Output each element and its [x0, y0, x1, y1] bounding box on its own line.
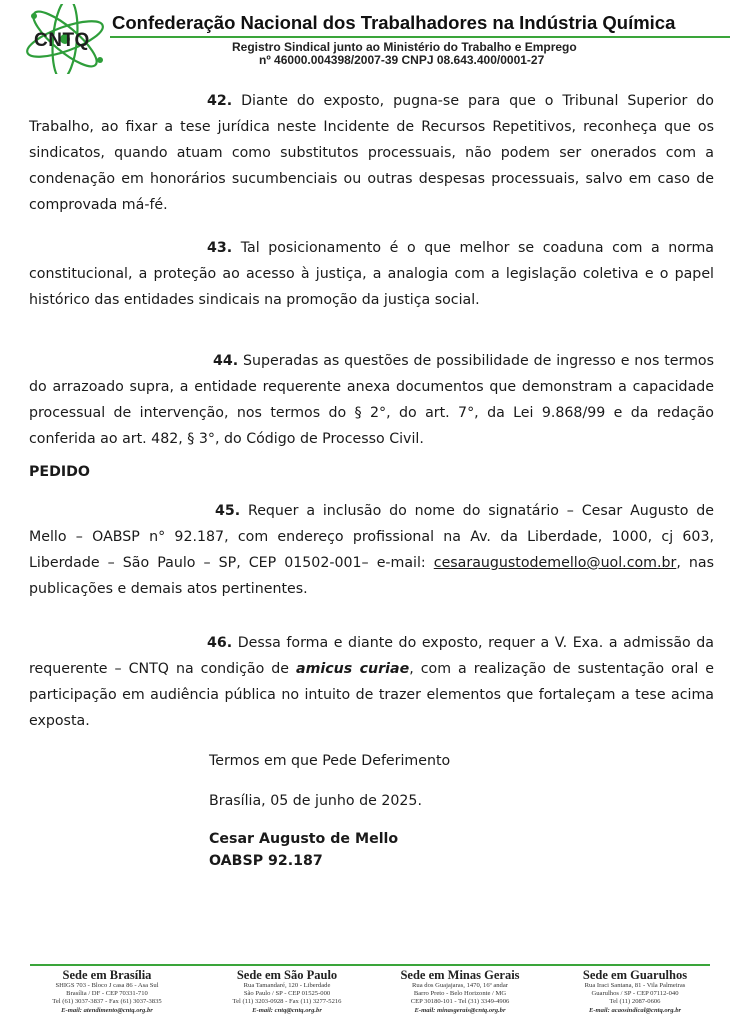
footer-office-sao-paulo: [202, 968, 372, 1015]
paragraph-number: 43.: [207, 240, 233, 256]
paragraph-text: , com a realização de sustentação oral e participação em audiência pública no intuito de trazer elementos que fortaleçam a tese acima exposta.: [29, 661, 714, 729]
footer-office-brasilia: [22, 968, 192, 1015]
office-title: Sede em São Paulo: [236, 968, 338, 982]
organization-title: Confederação Nacional dos Trabalhadores na Indústria Química: [112, 12, 676, 33]
office-title: Sede em Minas Gerais: [400, 968, 520, 982]
registration-number: nº 46000.004398/2007-39 CNPJ 08.643.400/0001-27: [259, 53, 545, 67]
paragraph-46: [29, 630, 714, 734]
paragraph-text: Tal posicionamento é o que melhor se coaduna com a norma constitucional, a proteção ao acesso à justiça, a analogia com a legislação coletiva e o papel histórico das entidades sindicais na promoção da justiça social.: [29, 240, 714, 308]
logo-text: CNTQ: [34, 30, 90, 51]
paragraph-text: Requer a inclusão do nome do signatário – Cesar Augusto de Mello – OABSP n° 92.187, com endereço profissional na Av. da Liberdade, 1000, cj 603, Liberdade – São Paulo – SP, CEP 01502-001– e-mail:: [29, 503, 714, 571]
signatory-name: Cesar Augusto de Mello: [209, 831, 399, 847]
office-address: SHIGS 703 - Bloco J casa 86 - Asa Sul: [55, 982, 159, 989]
office-address: Rua dos Guajajaras, 1470, 16º andar: [412, 982, 508, 989]
section-heading: PEDIDO: [29, 464, 90, 480]
office-city: Brasília / DF - CEP 70331-710: [66, 990, 148, 998]
signatory-oab: OABSP 92.187: [209, 853, 323, 869]
office-email: E-mail: acaosindical@cntq.org.br: [588, 1006, 682, 1014]
office-email: E-mail: atendimento@cntq.org.br: [61, 1006, 153, 1014]
place-date: Brasília, 05 de junho de 2025.: [209, 793, 422, 809]
office-phone: Tel (11) 2087-0606: [609, 998, 661, 1006]
paragraph-45: [29, 498, 714, 602]
office-address: Rua Iraci Santana, 81 - Vila Palmeiras: [584, 982, 686, 989]
paragraph-text: Superadas as questões de possibilidade de ingresso e nos termos do arrazoado supra, a entidade requerente anexa documentos que demonstram a capacidade processual de intervenção, nos termos do § 2°, do art. 7°, da Lei 9.868/99 e da redação conferida ao art. 482, § 3°, do Código de Processo Civil.: [29, 353, 714, 447]
paragraph-number: 46.: [207, 635, 233, 651]
office-phone: CEP 30180-101 - Tel (31) 3349-4906: [410, 998, 510, 1006]
office-city: São Paulo / SP - CEP 01525-000: [243, 990, 331, 998]
office-email: E-mail: cntq@cntq.org.br: [252, 1006, 322, 1014]
office-city: Barro Preto - Belo Horizonte / MG: [413, 990, 507, 998]
paragraph-42: [29, 88, 714, 218]
paragraph-text: , nas publicações e demais atos pertinentes.: [29, 555, 714, 597]
paragraph-text: Diante do exposto, pugna-se para que o Tribunal Superior do Trabalho, ao fixar a tese jurídica neste Incidente de Recursos Repetitivos, reconheça que os sindicatos, quando atuam como substitutos processuais, não podem ser onerados com a condenação em honorários sucumbenciais ou outras despesas processuais, salvo em caso de comprovada má-fé.: [29, 93, 714, 213]
office-phone: Tel (11) 3203-0928 - Fax (11) 3277-5216: [232, 998, 342, 1006]
paragraph-number: 44.: [213, 353, 239, 369]
footer-office-minas-gerais: [375, 968, 545, 1015]
paragraph-43: [29, 235, 714, 313]
office-address: Rua Tamandaré, 120 - Liberdade: [243, 982, 331, 989]
paragraph-number: 45.: [215, 503, 241, 519]
office-title: Sede em Guarulhos: [582, 968, 688, 982]
letterhead: [0, 0, 740, 78]
office-title: Sede em Brasília: [62, 968, 152, 982]
paragraph-number: 42.: [207, 93, 233, 109]
registration-line: Registro Sindical junto ao Ministério do Trabalho e Emprego: [232, 40, 577, 54]
email-link[interactable]: cesaraugustodemello@uol.com.br: [433, 555, 677, 571]
emphasis-term: amicus curiae: [296, 661, 410, 677]
office-city: Guarulhos / SP - CEP 07112-040: [591, 990, 679, 998]
office-email: E-mail: minasgerais@cntq.org.br: [414, 1006, 506, 1014]
office-phone: Tel (61) 3037-3837 - Fax (61) 3037-3835: [52, 998, 162, 1006]
footer-office-guarulhos: [550, 968, 720, 1015]
paragraph-44: [29, 348, 714, 452]
closing-formula: Termos em que Pede Deferimento: [209, 753, 451, 769]
paragraph-text: Dessa forma e diante do exposto, requer a V. Exa. a admissão da requerente – CNTQ na condição de: [29, 635, 714, 677]
footer-divider: [30, 964, 710, 966]
header-divider: [110, 36, 730, 38]
footer-addresses: [22, 968, 722, 1022]
